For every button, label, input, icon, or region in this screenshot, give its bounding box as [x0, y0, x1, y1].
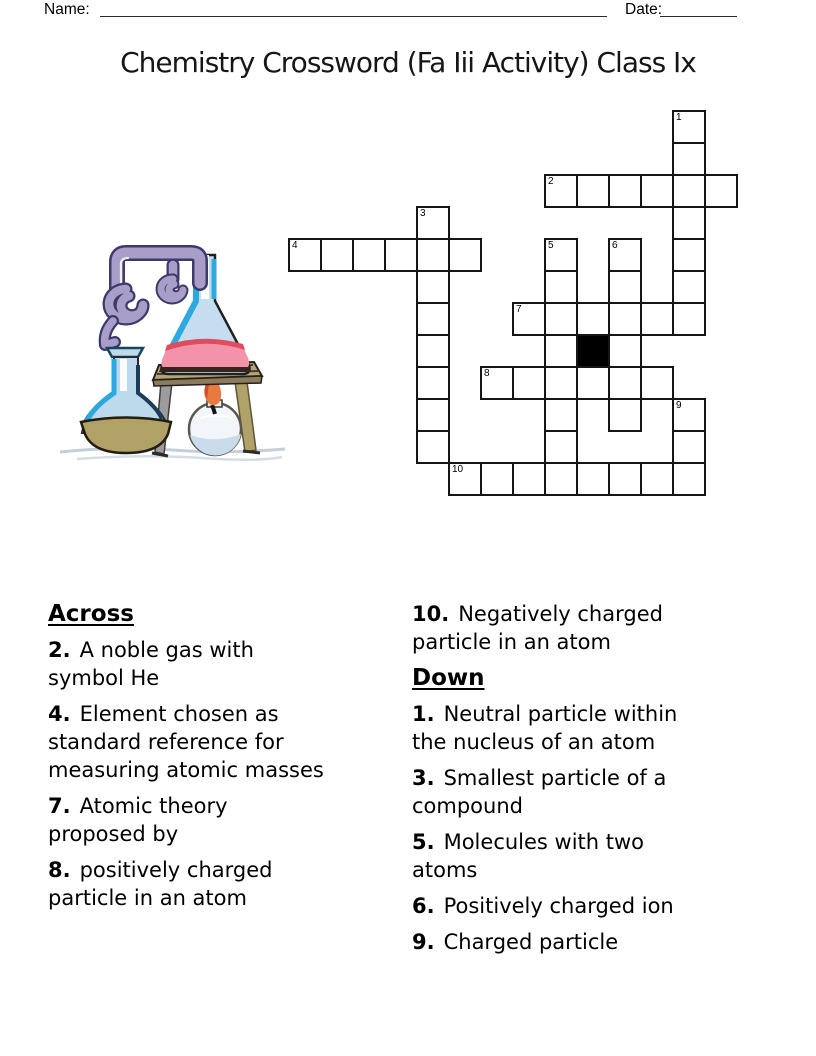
crossword-cell[interactable] — [544, 334, 578, 368]
crossword-cell[interactable] — [672, 174, 706, 208]
clue-5 — [412, 828, 802, 884]
name-line[interactable] — [100, 16, 607, 17]
crossword-cell[interactable] — [288, 238, 322, 272]
crossword-cell[interactable] — [576, 302, 610, 336]
crossword-cell[interactable] — [544, 366, 578, 400]
cell-number: 1 — [676, 112, 682, 123]
clue-line: 2. A noble gas with — [48, 638, 254, 662]
crossword-cell[interactable] — [576, 366, 610, 400]
crossword-cell[interactable] — [640, 366, 674, 400]
crossword-cell[interactable] — [608, 366, 642, 400]
crossword-cell[interactable] — [448, 238, 482, 272]
cell-number: 9 — [676, 400, 682, 411]
crossword-cell[interactable] — [416, 366, 450, 400]
crossword-cell[interactable] — [672, 398, 706, 432]
clue-10 — [412, 600, 802, 656]
crossword-cell[interactable] — [672, 270, 706, 304]
clue-line: 10. Negatively charged — [412, 602, 663, 626]
clue-number: 6. — [412, 894, 435, 918]
clue-number: 7. — [48, 794, 71, 818]
clue-number: 1. — [412, 702, 435, 726]
crossword-cell[interactable] — [416, 334, 450, 368]
crossword-cell[interactable] — [448, 462, 482, 496]
crossword-cell[interactable] — [352, 238, 386, 272]
crossword-cell[interactable] — [672, 142, 706, 176]
date-label: Date: — [625, 1, 663, 18]
clue-line: 9. Charged particle — [412, 930, 619, 954]
crossword-cell[interactable] — [608, 302, 642, 336]
clue-line: particle in an atom — [412, 630, 611, 654]
cell-number: 5 — [548, 240, 554, 251]
crossword-cell[interactable] — [544, 174, 578, 208]
clues-column-left — [48, 600, 398, 920]
name-label: Name: — [44, 1, 90, 18]
cell-number: 10 — [452, 464, 464, 475]
crossword-cell[interactable] — [608, 334, 642, 368]
cell-number: 6 — [612, 240, 618, 251]
cell-number: 8 — [484, 368, 490, 379]
crossword-cell[interactable] — [576, 174, 610, 208]
clue-line: 1. Neutral particle within — [412, 702, 678, 726]
crossword-cell[interactable] — [416, 238, 450, 272]
chemistry-flasks-illustration — [57, 197, 292, 465]
crossword-cell[interactable] — [416, 398, 450, 432]
clue-1 — [412, 700, 802, 756]
clue-9 — [412, 928, 802, 956]
clue-number: 5. — [412, 830, 435, 854]
crossword-cell[interactable] — [544, 238, 578, 272]
clue-4 — [48, 700, 398, 784]
crossword-cell[interactable] — [544, 270, 578, 304]
clue-number: 2. — [48, 638, 71, 662]
crossword-cell[interactable] — [416, 430, 450, 464]
clue-line: symbol He — [48, 666, 160, 690]
clue-2 — [48, 636, 398, 692]
clue-line: the nucleus of an atom — [412, 730, 656, 754]
clue-line: 3. Smallest particle of a — [412, 766, 667, 790]
clue-8 — [48, 856, 398, 912]
crossword-cell[interactable] — [672, 110, 706, 144]
crossword-cell[interactable] — [704, 174, 738, 208]
crossword-cell[interactable] — [672, 238, 706, 272]
crossword-cell[interactable] — [416, 302, 450, 336]
across-heading: Across — [48, 601, 134, 627]
crossword-cell[interactable] — [512, 462, 546, 496]
crossword-cell[interactable] — [512, 302, 546, 336]
crossword-cell[interactable] — [672, 430, 706, 464]
crossword-cell[interactable] — [416, 270, 450, 304]
crossword-cell[interactable] — [544, 462, 578, 496]
blocked-cell — [576, 334, 610, 368]
crossword-cell[interactable] — [608, 174, 642, 208]
crossword-cell[interactable] — [640, 462, 674, 496]
crossword-grid — [288, 110, 740, 498]
cell-number: 3 — [420, 208, 426, 219]
clue-line: 7. Atomic theory — [48, 794, 228, 818]
clue-number: 10. — [412, 602, 450, 626]
crossword-cell[interactable] — [608, 270, 642, 304]
clue-number: 3. — [412, 766, 435, 790]
down-heading: Down — [412, 665, 485, 691]
crossword-cell[interactable] — [576, 462, 610, 496]
clue-line: compound — [412, 794, 523, 818]
page-title: Chemistry Crossword (Fa Iii Activity) Class Ix — [120, 46, 696, 79]
crossword-cell[interactable] — [640, 174, 674, 208]
crossword-cell[interactable] — [544, 398, 578, 432]
crossword-cell[interactable] — [608, 462, 642, 496]
crossword-cell[interactable] — [608, 398, 642, 432]
crossword-cell[interactable] — [640, 302, 674, 336]
crossword-cell[interactable] — [544, 430, 578, 464]
crossword-cell[interactable] — [544, 302, 578, 336]
clue-line: measuring atomic masses — [48, 758, 324, 782]
clue-line: 8. positively charged — [48, 858, 273, 882]
clue-3 — [412, 764, 802, 820]
clue-line: standard reference for — [48, 730, 284, 754]
clue-line: 5. Molecules with two — [412, 830, 645, 854]
clue-7 — [48, 792, 398, 848]
cell-number: 2 — [548, 176, 554, 187]
clue-line: 4. Element chosen as — [48, 702, 279, 726]
clue-6 — [412, 892, 802, 920]
clue-number: 4. — [48, 702, 71, 726]
clue-line: proposed by — [48, 822, 179, 846]
clue-line: 6. Positively charged ion — [412, 894, 674, 918]
clue-number: 9. — [412, 930, 435, 954]
crossword-cell[interactable] — [672, 302, 706, 336]
clues-column-right — [412, 600, 802, 964]
round-flask — [81, 348, 171, 453]
crossword-cell[interactable] — [320, 238, 354, 272]
crossword-cell[interactable] — [512, 366, 546, 400]
crossword-cell[interactable] — [416, 206, 450, 240]
crossword-cell[interactable] — [480, 462, 514, 496]
spirit-burner — [189, 400, 241, 455]
cell-number: 7 — [516, 304, 522, 315]
crossword-cell[interactable] — [672, 462, 706, 496]
clue-number: 8. — [48, 858, 71, 882]
crossword-cell[interactable] — [480, 366, 514, 400]
clue-line: atoms — [412, 858, 478, 882]
cell-number: 4 — [292, 240, 298, 251]
clue-line: particle in an atom — [48, 886, 247, 910]
crossword-cell[interactable] — [672, 206, 706, 240]
crossword-cell[interactable] — [384, 238, 418, 272]
crossword-cell[interactable] — [608, 238, 642, 272]
date-line[interactable] — [660, 16, 737, 17]
